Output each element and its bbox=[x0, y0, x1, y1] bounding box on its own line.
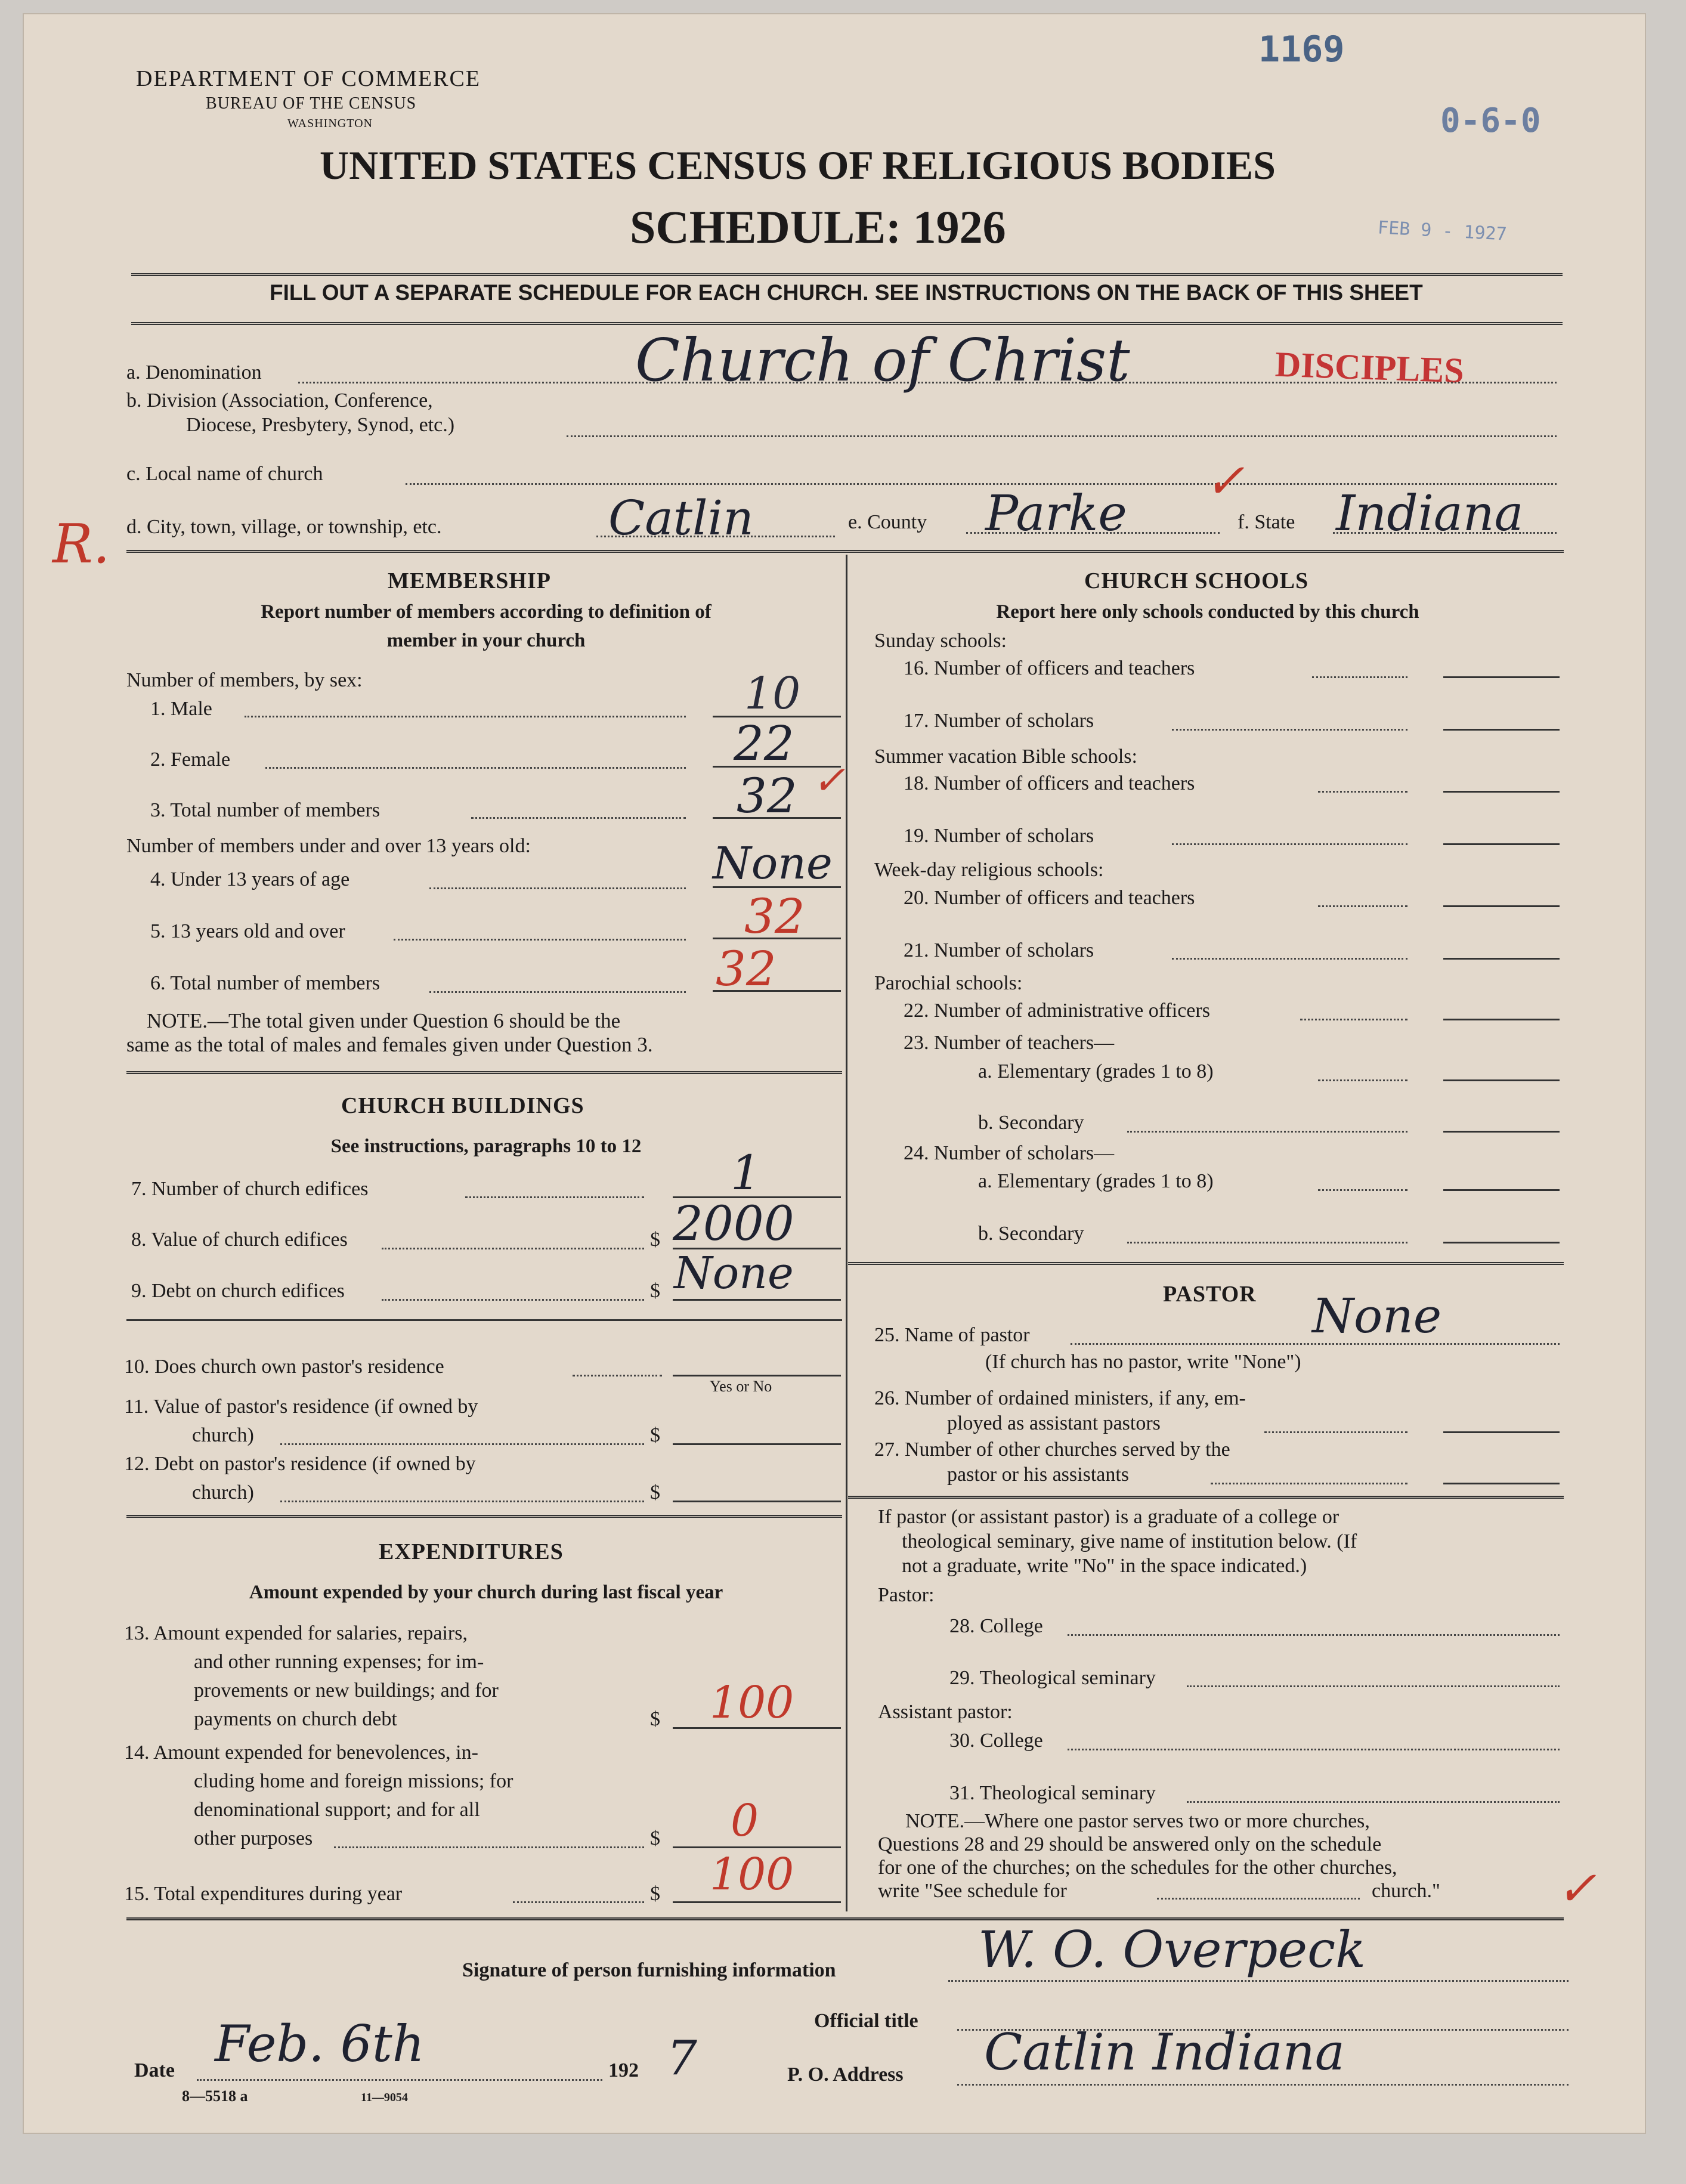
q27-answer-line[interactable] bbox=[1443, 1483, 1560, 1484]
q8-label: 8. Value of church edifices bbox=[131, 1229, 348, 1251]
year-value[interactable]: 7 bbox=[667, 2030, 697, 2086]
leader bbox=[1211, 1483, 1407, 1484]
q23a-answer-line[interactable] bbox=[1443, 1079, 1560, 1081]
rule bbox=[131, 322, 1563, 325]
leader bbox=[1312, 676, 1407, 678]
q17-answer-line[interactable] bbox=[1443, 729, 1560, 731]
date-label: Date bbox=[134, 2059, 175, 2081]
leader bbox=[1264, 1431, 1407, 1433]
yes-no-hint: Yes or No bbox=[710, 1378, 772, 1395]
rule bbox=[126, 550, 1564, 553]
parochial-schools-label: Parochial schools: bbox=[874, 972, 1023, 994]
q31-label: 31. Theological seminary bbox=[949, 1782, 1156, 1804]
q11-label-2: church) bbox=[192, 1424, 254, 1446]
members-by-sex-label: Number of members, by sex: bbox=[126, 669, 363, 691]
leader bbox=[1318, 1189, 1407, 1191]
q9-label: 9. Debt on church edifices bbox=[131, 1280, 345, 1302]
q12-dollar: $ bbox=[650, 1481, 660, 1504]
membership-title: MEMBERSHIP bbox=[388, 568, 551, 593]
leader bbox=[1172, 958, 1407, 960]
q28-label: 28. College bbox=[949, 1615, 1043, 1637]
q5-value[interactable]: 32 bbox=[744, 889, 805, 944]
q8-value[interactable]: 2000 bbox=[673, 1196, 794, 1251]
q9-dollar: $ bbox=[650, 1280, 660, 1302]
year-prefix: 192 bbox=[608, 2059, 639, 2081]
q25-label: 25. Name of pastor bbox=[874, 1324, 1030, 1346]
leader bbox=[382, 1299, 644, 1301]
leader bbox=[265, 767, 686, 769]
q12-label-2: church) bbox=[192, 1481, 254, 1504]
margin-mark: R. bbox=[52, 513, 110, 576]
local-name-label: c. Local name of church bbox=[126, 463, 323, 485]
answer-line bbox=[673, 1901, 841, 1903]
membership-note-2: same as the total of males and females given under Question 3. bbox=[126, 1033, 653, 1056]
buildings-subtitle: See instructions, paragraphs 10 to 12 bbox=[330, 1136, 642, 1157]
q19-answer-line[interactable] bbox=[1443, 843, 1560, 845]
leader bbox=[1300, 1019, 1407, 1020]
leader bbox=[513, 1901, 644, 1903]
official-title-label: Official title bbox=[814, 2010, 918, 2032]
leader bbox=[1127, 1242, 1407, 1243]
po-address-label: P. O. Address bbox=[787, 2064, 904, 2086]
division-line bbox=[567, 435, 1557, 437]
date-line bbox=[197, 2079, 602, 2081]
q11-dollar: $ bbox=[650, 1424, 660, 1446]
checkmark: ✓ bbox=[812, 757, 846, 803]
leader bbox=[1172, 843, 1407, 845]
q15-dollar: $ bbox=[650, 1883, 660, 1905]
q13-value[interactable]: 100 bbox=[710, 1677, 794, 1728]
see-schedule-line[interactable] bbox=[1157, 1898, 1360, 1900]
county-value[interactable]: Parke bbox=[985, 485, 1127, 542]
q14-label-4: other purposes bbox=[194, 1827, 313, 1849]
q27-label: 27. Number of other churches served by the bbox=[874, 1439, 1230, 1461]
file-number-stamp: 1169 bbox=[1258, 29, 1345, 70]
leader bbox=[280, 1501, 644, 1502]
graduate-instruction-2: theological seminary, give name of institution below. (If bbox=[902, 1530, 1357, 1552]
q13-dollar: $ bbox=[650, 1708, 660, 1730]
q24a-label: a. Elementary (grades 1 to 8) bbox=[978, 1170, 1214, 1192]
po-address-value[interactable]: Catlin Indiana bbox=[984, 2023, 1345, 2081]
form-number: 8—5518 a bbox=[182, 2087, 248, 2105]
q22-answer-line[interactable] bbox=[1443, 1019, 1560, 1020]
leader bbox=[1318, 1079, 1407, 1081]
q20-label: 20. Number of officers and teachers bbox=[904, 887, 1195, 909]
rule bbox=[126, 1319, 842, 1321]
q15-label: 15. Total expenditures during year bbox=[124, 1883, 403, 1905]
denomination-label: a. Denomination bbox=[126, 361, 262, 383]
rule bbox=[126, 1515, 842, 1518]
membership-subtitle: Report number of members according to definition of bbox=[261, 601, 711, 623]
pastor-note-4: write "See schedule for bbox=[878, 1880, 1067, 1902]
q23-label: 23. Number of teachers— bbox=[904, 1032, 1115, 1054]
q11-label: 11. Value of pastor's residence (if owned by bbox=[124, 1396, 478, 1418]
state-label: f. State bbox=[1238, 511, 1295, 533]
county-label: e. County bbox=[848, 511, 927, 533]
q7-label: 7. Number of church edifices bbox=[131, 1178, 369, 1200]
buildings-title: CHURCH BUILDINGS bbox=[341, 1093, 584, 1118]
q14-label-2: cluding home and foreign missions; for bbox=[194, 1770, 513, 1792]
q23a-label: a. Elementary (grades 1 to 8) bbox=[978, 1060, 1214, 1082]
q13-label-4: payments on church debt bbox=[194, 1708, 397, 1730]
rule bbox=[126, 1071, 842, 1074]
q13-label-2: and other running expenses; for im- bbox=[194, 1651, 484, 1673]
q21-label: 21. Number of scholars bbox=[904, 939, 1094, 961]
q27-label-2: pastor or his assistants bbox=[947, 1464, 1130, 1486]
department-label: DEPARTMENT OF COMMERCE bbox=[136, 66, 481, 91]
disciples-stamp: DISCIPLES bbox=[1274, 344, 1465, 391]
q12-answer-line[interactable] bbox=[673, 1501, 841, 1502]
leader bbox=[1127, 1131, 1407, 1133]
q21-answer-line[interactable] bbox=[1443, 958, 1560, 960]
signature-value[interactable]: W. O. Overpeck bbox=[978, 1920, 1366, 1979]
q28-answer-line[interactable] bbox=[1068, 1634, 1560, 1636]
leader bbox=[429, 991, 686, 993]
expenditures-subtitle: Amount expended by your church during last fiscal year bbox=[249, 1582, 723, 1603]
signature-line bbox=[948, 1980, 1569, 1982]
bureau-label: BUREAU OF THE CENSUS bbox=[206, 94, 417, 113]
q22-label: 22. Number of administrative officers bbox=[904, 1000, 1210, 1022]
leader bbox=[280, 1443, 644, 1445]
leader bbox=[382, 1248, 644, 1249]
po-address-line bbox=[957, 2084, 1569, 2086]
leader bbox=[1318, 905, 1407, 907]
q8-dollar: $ bbox=[650, 1229, 660, 1251]
pastor-group-label: Pastor: bbox=[878, 1584, 935, 1606]
q23b-label: b. Secondary bbox=[978, 1112, 1084, 1134]
pastor-note-3: for one of the churches; on the schedules for the other churches, bbox=[878, 1857, 1397, 1879]
q18-label: 18. Number of officers and teachers bbox=[904, 772, 1195, 794]
leader bbox=[394, 939, 686, 941]
q24-label: 24. Number of scholars— bbox=[904, 1142, 1115, 1164]
q14-value[interactable]: 0 bbox=[731, 1795, 759, 1846]
signature-label: Signature of person furnishing information bbox=[462, 1959, 836, 1981]
q25-note: (If church has no pastor, write "None") bbox=[985, 1351, 1301, 1373]
pastor-note-4b: church." bbox=[1372, 1880, 1440, 1902]
q14-dollar: $ bbox=[650, 1827, 660, 1849]
city-value[interactable]: Catlin bbox=[608, 490, 754, 546]
assistant-pastor-label: Assistant pastor: bbox=[878, 1701, 1013, 1723]
q24a-answer-line[interactable] bbox=[1443, 1189, 1560, 1191]
q4-label: 4. Under 13 years of age bbox=[150, 868, 350, 890]
pastor-note-2: Questions 28 and 29 should be answered only on the schedule bbox=[878, 1833, 1382, 1855]
schedule-title: SCHEDULE: 1926 bbox=[630, 201, 1006, 253]
sunday-schools-label: Sunday schools: bbox=[874, 630, 1007, 652]
division-label-2: Diocese, Presbytery, Synod, etc.) bbox=[186, 414, 455, 436]
q13-label: 13. Amount expended for salaries, repairs, bbox=[124, 1622, 468, 1644]
q1-value[interactable]: 10 bbox=[744, 668, 801, 719]
rule bbox=[848, 1262, 1564, 1265]
q29-label: 29. Theological seminary bbox=[949, 1667, 1156, 1689]
q4-value[interactable]: None bbox=[713, 838, 833, 889]
members-by-age-label: Number of members under and over 13 years old: bbox=[126, 835, 531, 857]
q11-answer-line[interactable] bbox=[673, 1443, 841, 1445]
denomination-value[interactable]: Church of Christ bbox=[635, 327, 1130, 395]
q16-label: 16. Number of officers and teachers bbox=[904, 657, 1195, 679]
leader bbox=[334, 1846, 644, 1848]
city-label: WASHINGTON bbox=[287, 117, 373, 130]
graduate-instruction-3: not a graduate, write "No" in the space indicated.) bbox=[902, 1555, 1307, 1577]
q25-value[interactable]: None bbox=[1312, 1288, 1442, 1344]
q29-answer-line[interactable] bbox=[1187, 1685, 1560, 1687]
answer-line bbox=[673, 1846, 841, 1848]
q1-label: 1. Male bbox=[150, 698, 212, 720]
instruction-banner: FILL OUT A SEPARATE SCHEDULE FOR EACH CHURCH. SEE INSTRUCTIONS ON THE BACK OF THIS SHEET bbox=[270, 280, 1423, 305]
form-title: UNITED STATES CENSUS OF RELIGIOUS BODIES bbox=[320, 143, 1276, 188]
column-divider bbox=[846, 555, 847, 1911]
rule bbox=[131, 273, 1563, 276]
pastor-note: NOTE.—Where one pastor serves two or more churches, bbox=[905, 1810, 1370, 1832]
leader bbox=[465, 1196, 644, 1198]
q30-label: 30. College bbox=[949, 1730, 1043, 1752]
division-label: b. Division (Association, Conference, bbox=[126, 389, 433, 412]
q14-label: 14. Amount expended for benevolences, in- bbox=[124, 1741, 478, 1764]
q20-answer-line[interactable] bbox=[1443, 905, 1560, 907]
q26-answer-line[interactable] bbox=[1443, 1431, 1560, 1433]
summer-schools-label: Summer vacation Bible schools: bbox=[874, 745, 1137, 768]
q9-value[interactable]: None bbox=[674, 1248, 794, 1299]
leader bbox=[1172, 729, 1407, 731]
q23b-answer-line[interactable] bbox=[1443, 1131, 1560, 1133]
q24b-answer-line[interactable] bbox=[1443, 1242, 1560, 1243]
checkmark: ✓ bbox=[1205, 453, 1245, 509]
date-value[interactable]: Feb. 6th bbox=[215, 2015, 425, 2073]
answer-line bbox=[673, 1375, 841, 1376]
q10-label: 10. Does church own pastor's residence bbox=[124, 1356, 444, 1378]
print-number: 11—9054 bbox=[361, 2091, 408, 2104]
city-label-field: d. City, town, village, or township, etc. bbox=[126, 516, 442, 538]
q30-answer-line[interactable] bbox=[1068, 1749, 1560, 1750]
answer-line bbox=[673, 1299, 841, 1301]
q3-value[interactable]: 32 bbox=[737, 768, 797, 824]
local-name-line bbox=[406, 483, 1557, 485]
pastor-title: PASTOR bbox=[1163, 1282, 1257, 1307]
q31-answer-line[interactable] bbox=[1187, 1801, 1560, 1803]
received-date-stamp: FEB 9 - 1927 bbox=[1377, 217, 1508, 245]
code-stamp: 0-6-0 bbox=[1440, 101, 1541, 140]
leader bbox=[573, 1375, 662, 1376]
leader bbox=[429, 887, 686, 889]
q26-label-2: ployed as assistant pastors bbox=[947, 1412, 1161, 1434]
q3-label: 3. Total number of members bbox=[150, 799, 380, 821]
leader bbox=[471, 817, 686, 819]
graduate-instruction: If pastor (or assistant pastor) is a graduate of a college or bbox=[878, 1506, 1339, 1528]
schools-subtitle: Report here only schools conducted by this church bbox=[996, 601, 1419, 623]
q5-label: 5. 13 years old and over bbox=[150, 920, 345, 942]
schools-title: CHURCH SCHOOLS bbox=[1084, 568, 1309, 593]
q2-label: 2. Female bbox=[150, 748, 231, 771]
q26-label: 26. Number of ordained ministers, if any, em- bbox=[874, 1387, 1246, 1409]
rule bbox=[848, 1496, 1564, 1499]
checkmark: ✓ bbox=[1557, 1861, 1597, 1916]
q19-label: 19. Number of scholars bbox=[904, 825, 1094, 847]
q12-label: 12. Debt on pastor's residence (if owned by bbox=[124, 1453, 476, 1475]
q15-value[interactable]: 100 bbox=[710, 1849, 794, 1900]
q18-answer-line[interactable] bbox=[1443, 791, 1560, 793]
q6-value[interactable]: 32 bbox=[716, 941, 777, 997]
q24b-label: b. Secondary bbox=[978, 1223, 1084, 1245]
q7-value[interactable]: 1 bbox=[731, 1145, 761, 1201]
leader bbox=[1318, 791, 1407, 793]
q14-label-3: denominational support; and for all bbox=[194, 1799, 480, 1821]
weekday-schools-label: Week-day religious schools: bbox=[874, 859, 1104, 881]
q17-label: 17. Number of scholars bbox=[904, 710, 1094, 732]
expenditures-title: EXPENDITURES bbox=[379, 1539, 564, 1564]
q16-answer-line[interactable] bbox=[1443, 676, 1560, 678]
q2-value[interactable]: 22 bbox=[734, 716, 794, 771]
membership-note: NOTE.—The total given under Question 6 should be the bbox=[147, 1009, 621, 1032]
q13-label-3: provements or new buildings; and for bbox=[194, 1679, 499, 1702]
state-value[interactable]: Indiana bbox=[1336, 485, 1524, 542]
membership-subtitle-2: member in your church bbox=[386, 630, 586, 651]
q6-label: 6. Total number of members bbox=[150, 972, 380, 994]
leader bbox=[245, 716, 686, 717]
